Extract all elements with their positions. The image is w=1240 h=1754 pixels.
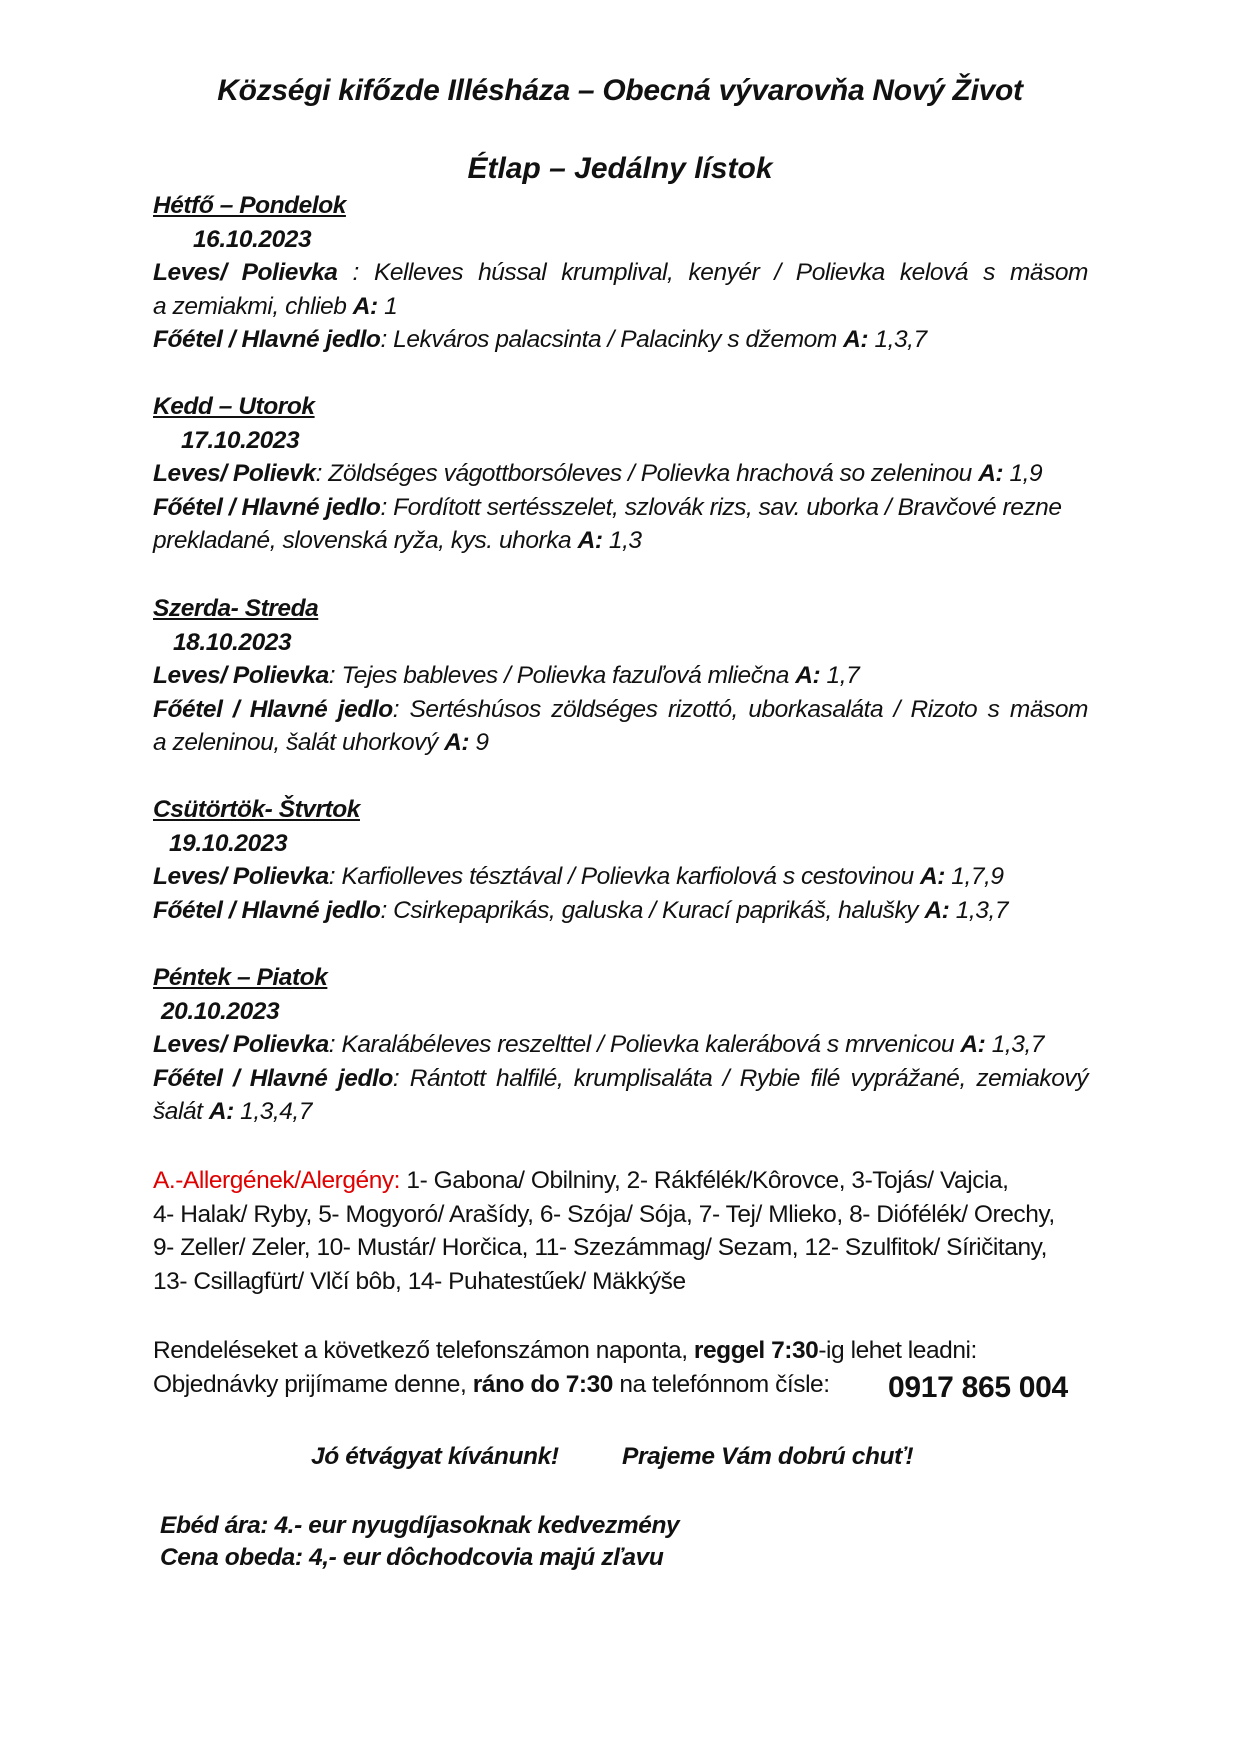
day-name: Kedd – Utorok [153, 393, 315, 420]
soup-line-2: a zemiakmi, chlieb A: 1 [153, 292, 398, 320]
ordering-sk: Objednávky prijímame denne, ráno do 7:30 na telefónnom čísle: [153, 1370, 830, 1398]
ordering-info [153, 1334, 1088, 1404]
day-name: Csütörtök- Štvrtok [153, 796, 360, 823]
main-line: Főétel / Hlavné jedlo: Fordított sertésszelet, szlovák rizs, sav. uborka / Bravčové rezne [153, 493, 1062, 521]
price-hu: Ebéd ára: 4.- eur nyugdíjasoknak kedvezmény [160, 1512, 680, 1539]
day-date: 18.10.2023 [173, 628, 292, 656]
day-date: 16.10.2023 [193, 225, 312, 253]
main-line-2: a zeleninou, šalát uhorkový A: 9 [153, 729, 489, 756]
main-line-2: prekladané, slovenská ryža, kys. uhorka A: 1,3 [153, 527, 642, 554]
day-date: 17.10.2023 [181, 426, 300, 454]
ordering-hu: Rendeléseket a következő telefonszámon naponta, reggel 7:30-ig lehet leadni: [153, 1337, 977, 1364]
page-title: Községi kifőzde Illésháza – Obecná vývarovňa Nový Život [217, 74, 1023, 107]
wish-sk: Prajeme Vám dobrú chuť! [622, 1443, 914, 1470]
main-line: Főétel / Hlavné jedlo: Sertéshúsos zöldséges rizottó, uborkasaláta / Rizoto s mäsom [153, 695, 1088, 723]
phone-number: 0917 865 004 [888, 1371, 1068, 1404]
day-friday [153, 961, 1088, 1129]
allergen-label: A.-Allergének/Alergény: [153, 1167, 401, 1194]
soup-line: Leves/ Polievka: Karfiolleves tésztával / Polievka karfiolová s cestovinou A: 1,7,9 [153, 863, 1004, 890]
price-info [160, 1510, 679, 1574]
allergen-line-2: 4- Halak/ Ryby, 5- Mogyoró/ Arašídy, 6- Szója/ Sója, 7- Tej/ Mlieko, 8- Diófélék/ Orechy, [153, 1200, 1055, 1228]
allergen-legend [153, 1164, 1088, 1298]
allergen-line-1: A.-Allergének/Alergény: 1- Gabona/ Obilniny, 2- Rákfélék/Kôrovce, 3-Tojás/ Vajcia, [153, 1167, 1009, 1194]
main-line-2: šalát A: 1,3,4,7 [153, 1098, 312, 1125]
day-tuesday [153, 390, 1088, 558]
price-sk: Cena obeda: 4,- eur dôchodcovia majú zľavu [160, 1544, 664, 1571]
soup-line: Leves/ Polievk: Zöldséges vágottborsóleves / Polievka hrachová so zeleninou A: 1,9 [153, 460, 1043, 487]
day-name: Szerda- Streda [153, 595, 319, 622]
soup-line: Leves/ Polievka : Kelleves hússal krumplival, kenyér / Polievka kelová s mäsom [153, 259, 1089, 286]
day-name: Péntek – Piatok [153, 964, 328, 991]
day-name: Hétfő – Pondelok [153, 192, 346, 219]
allergen-line-3: 9- Zeller/ Zeler, 10- Mustár/ Horčica, 11- Szezámmag/ Sezam, 12- Szulfitok/ Síričitany, [153, 1234, 1047, 1261]
main-line: Főétel / Hlavné jedlo: Csirkepaprikás, galuska / Kurací paprikáš, halušky A: 1,3,7 [153, 896, 1008, 924]
day-date: 20.10.2023 [161, 997, 280, 1025]
day-wednesday [153, 592, 1088, 760]
main-line: Főétel / Hlavné jedlo: Lekváros palacsinta / Palacinky s džemom A: 1,3,7 [153, 326, 927, 353]
allergen-line-4: 13- Csillagfürt/ Vlčí bôb, 14- Puhatestűek/ Mäkkýše [153, 1267, 686, 1295]
soup-line: Leves/ Polievka: Tejes bableves / Polievka fazuľová mliečna A: 1,7 [153, 662, 860, 689]
day-thursday [153, 793, 1088, 927]
page-subtitle: Étlap – Jedálny lístok [467, 152, 773, 185]
main-line: Főétel / Hlavné jedlo: Rántott halfilé, krumplisaláta / Rybie filé vyprážané, zemiakový [153, 1064, 1088, 1092]
soup-line: Leves/ Polievka: Karalábéleves reszelttel / Polievka kalerábová s mrvenicou A: 1,3,7 [153, 1031, 1044, 1058]
day-monday [153, 189, 1088, 357]
day-date: 19.10.2023 [169, 829, 288, 857]
wish-hu: Jó étvágyat kívánunk! [311, 1443, 559, 1470]
